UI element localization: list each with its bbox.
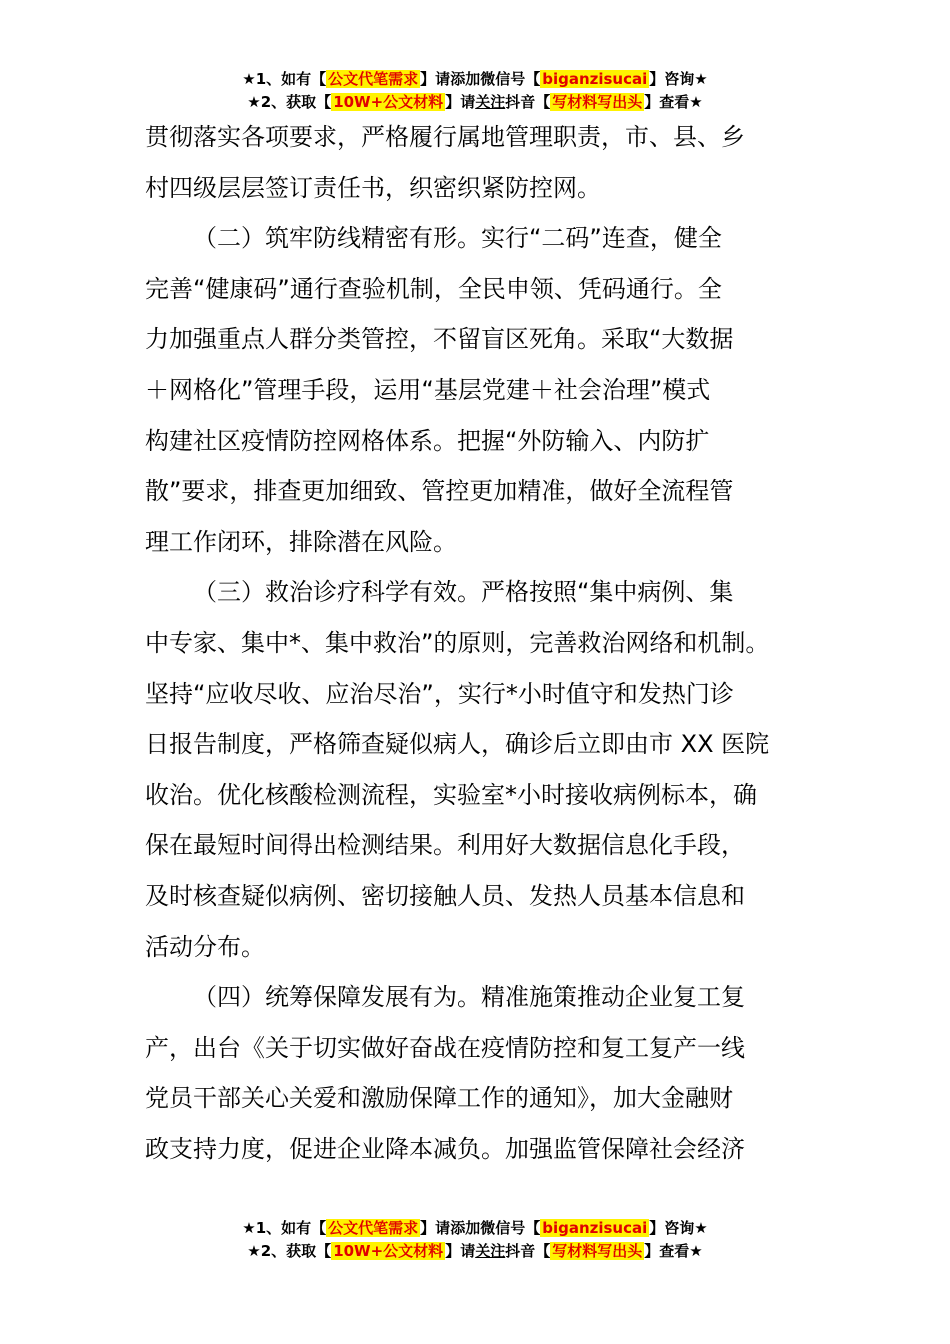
banner-text: 】查看★ xyxy=(644,93,703,111)
text-line: 坚持“应收尽收、应治尽治”，实行*小时值守和发热门诊 xyxy=(145,679,734,708)
text-line: 村四级层层签订责任书，织密织紧防控网。 xyxy=(145,173,601,202)
banner-text: 微信号【 xyxy=(480,70,541,88)
highlight-douyin: 写材料写出头 xyxy=(552,1242,643,1260)
text-line: （三）救治诊疗科学有效。严格按照“集中病例、集 xyxy=(193,578,734,607)
banner-emphasis: 关注 xyxy=(475,1242,506,1260)
text-line: 理工作闭环，排除潜在风险。 xyxy=(145,527,457,556)
banner-text: 】请 xyxy=(445,1242,476,1260)
banner-text: 抖音【 xyxy=(505,1242,551,1260)
text-line: （四）统筹保障发展有为。精准施策推动企业复工复 xyxy=(193,983,745,1012)
text-line: 及时核查疑似病例、密切接触人员、发热人员基本信息和 xyxy=(145,881,745,910)
banner-text: 】请 xyxy=(420,1219,451,1237)
text-line: 力加强重点人群分类管控，不留盲区死角。采取“大数据 xyxy=(145,325,734,354)
text-line: 中专家、集中*、集中救治”的原则，完善救治网络和机制。 xyxy=(145,628,770,657)
text-line: 政支持力度，促进企业降本减负。加强监管保障社会经济 xyxy=(145,1134,745,1163)
highlight-douyin: 写材料写出头 xyxy=(552,93,643,111)
banner-text: 】查看★ xyxy=(644,1242,703,1260)
banner-text: 】咨询★ xyxy=(649,70,708,88)
banner-text: ★2、获取【 xyxy=(247,1242,332,1260)
text-line: 完善“健康码”通行查验机制，全民申领、凭码通行。全 xyxy=(145,274,722,303)
text-line: ＋网格化”管理手段，运用“基层党建＋社会治理”模式 xyxy=(145,375,711,404)
banner-line-1 xyxy=(0,1217,950,1240)
text-line: 日报告制度，严格筛查疑似病人，确诊后立即由市 XX 医院 xyxy=(145,730,770,759)
banner-text: 微信号【 xyxy=(480,1219,541,1237)
highlight-wechat-id: biganzisucai xyxy=(542,1219,648,1237)
banner-text: ★1、如有【 xyxy=(242,1219,327,1237)
paragraph-section-4 xyxy=(145,972,810,1174)
banner-emphasis: 添加 xyxy=(450,70,481,88)
text-line: 保在最短时间得出检测结果。利用好大数据信息化手段， xyxy=(145,831,745,860)
banner-emphasis: 关注 xyxy=(475,93,506,111)
footer-banner xyxy=(0,1217,950,1263)
text-line: （二）筑牢防线精密有形。实行“二码”连查，健全 xyxy=(193,224,722,253)
document-body xyxy=(145,112,810,1174)
paragraph-section-3 xyxy=(145,567,810,972)
banner-line-2 xyxy=(0,91,950,114)
text-line: 散”要求，排查更加细致、管控更加精准，做好全流程管 xyxy=(145,477,734,506)
banner-line-1 xyxy=(0,68,950,91)
banner-text: 抖音【 xyxy=(505,93,551,111)
paragraph-section-2 xyxy=(145,213,810,567)
text-line: 构建社区疫情防控网格体系。把握“外防输入、内防扩 xyxy=(145,426,710,455)
text-line: 产，出台《关于切实做好奋战在疫情防控和复工复产一线 xyxy=(145,1033,745,1062)
highlight-service: 公文代笔需求 xyxy=(328,70,419,88)
text-line: 活动分布。 xyxy=(145,932,265,961)
banner-text: 】请 xyxy=(420,70,451,88)
highlight-materials: 10W+公文材料 xyxy=(333,1242,444,1260)
paragraph-continuation xyxy=(145,112,810,213)
banner-text: 】咨询★ xyxy=(649,1219,708,1237)
banner-emphasis: 添加 xyxy=(450,1219,481,1237)
highlight-wechat-id: biganzisucai xyxy=(542,70,648,88)
text-line: 党员干部关心关爱和激励保障工作的通知》，加大金融财 xyxy=(145,1084,733,1113)
banner-text: 】请 xyxy=(445,93,476,111)
header-banner xyxy=(0,68,950,114)
text-line: 贯彻落实各项要求，严格履行属地管理职责，市、县、乡 xyxy=(145,123,745,151)
text-line: 收治。优化核酸检测流程，实验室*小时接收病例标本，确 xyxy=(145,780,757,809)
highlight-materials: 10W+公文材料 xyxy=(333,93,444,111)
banner-text: ★1、如有【 xyxy=(242,70,327,88)
highlight-service: 公文代笔需求 xyxy=(328,1219,419,1237)
banner-line-2 xyxy=(0,1240,950,1263)
banner-text: ★2、获取【 xyxy=(247,93,332,111)
